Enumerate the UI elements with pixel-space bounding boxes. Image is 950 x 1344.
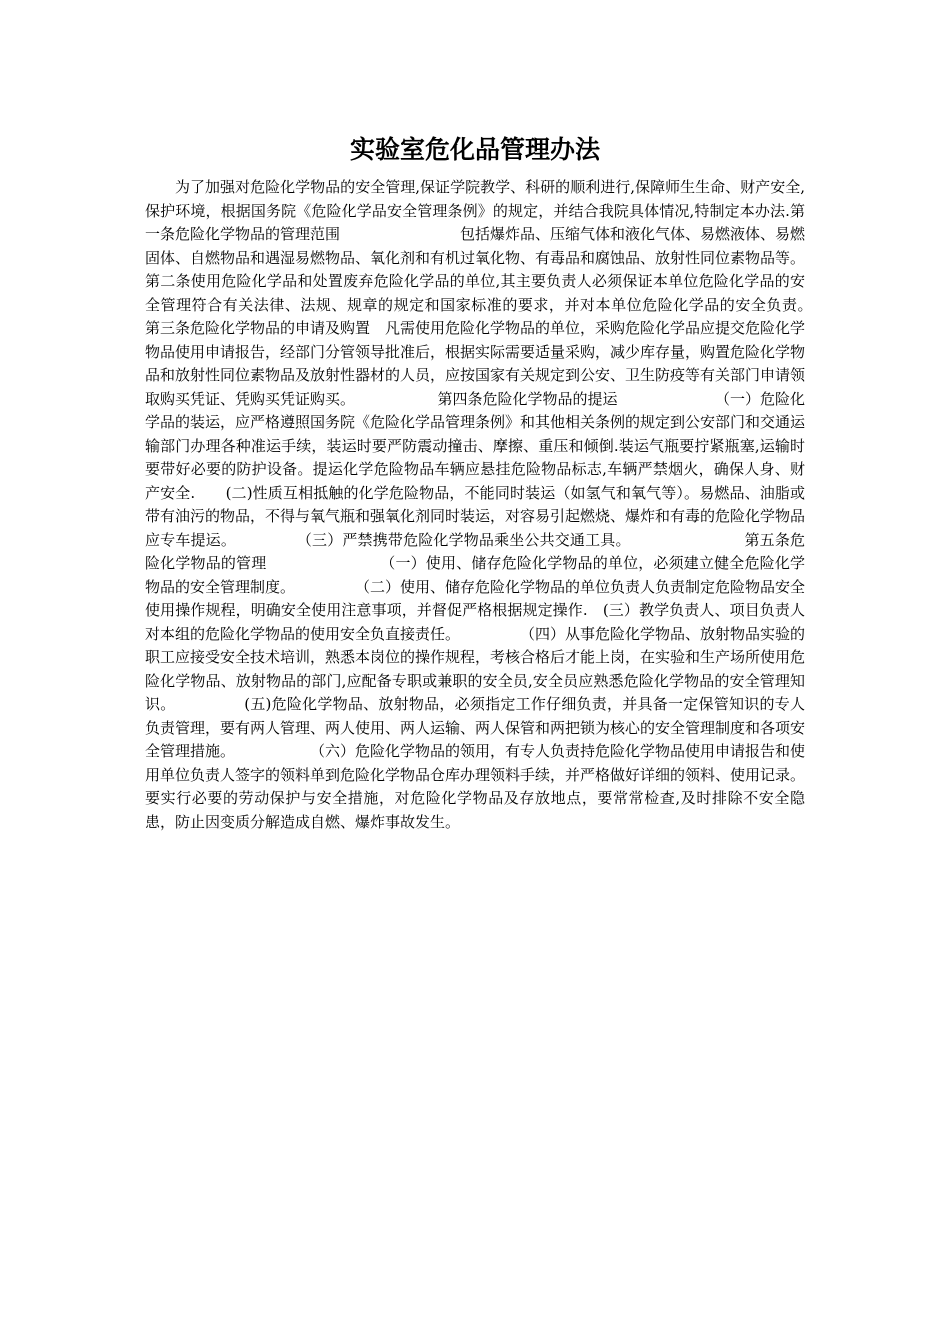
document-title: 实验室危化品管理办法 [349, 135, 600, 164]
document-body-paragraph: 为了加强对危险化学物品的安全管理,保证学院教学、科研的顺利进行,保障师生生命、财产安全,保护环境，根据国务院《危险化学品安全管理条例》的规定，并结合我院具体情况,特制定本办法.第一条危险化学物品的管理范围 包括爆炸品、压缩气体和液化气体、易燃液体、易燃固体、自燃物品和遇湿易燃物品、氧化剂和有机过氧化物、有毒品和腐蚀品、放射性同位素物品等。第二条使用危险化学品和处置废弃危险化学品的单位,其主要负责人必须保证本单位危险化学品的安全管理符合有关法律、法规、规章的规定和国家标准的要求，并对本单位危险化学品的安全负责。 第三条危险化学物品的申请及购置 凡需使用危险化学物品的单位，采购危险化学品应提交危险化学物品使用申请报告，经部门分管领导批准后，根据实际需要适量采购，减少库存量，购置危险化学物品和放射性同位素物品及放射性器材的人员，应按国家有关规定到公安、卫生防疫等有关部门申请领取购买凭证、凭购买凭证购买。 第四条危险化学物品的提运 （一）危险化学品的装运，应严格遵照国务院《危险化学品管理条例》和其他相关条例的规定到公安部门和交通运输部门办理各种准运手续，装运时要严防震动撞击、摩擦、重压和倾倒.装运气瓶要拧紧瓶塞,运输时要带好必要的防护设备。提运化学危险物品车辆应悬挂危险物品标志,车辆严禁烟火，确保人身、财产安全. (二)性质互相抵触的化学危险物品，不能同时装运（如氢气和氧气等）。易燃品、油脂或带有油污的物品，不得与氧气瓶和强氧化剂同时装运，对容易引起燃烧、爆炸和有毒的危险化学物品应专车提运。 （三）严禁携带危险化学物品乘坐公共交通工具。 第五条危险化学物品的管理 （一）使用、储存危险化学物品的单位，必须建立健全危险化学物品的安全管理制度。 （二）使用、储存危险化学物品的单位负责人负责制定危险物品安全使用操作规程，明确安全使用注意事项，并督促严格根据规定操作. (三）教学负责人、项目负责人对本组的危险化学物品的使用安全负直接责任。 （四）从事危险化学物品、放射物品实验的职工应接受安全技术培训，熟悉本岗位的操作规程，考核合格后才能上岗，在实验和生产场所使用危险化学物品、放射物品的部门,应配备专职或兼职的安全员,安全员应熟悉危险化学物品的安全管理知识。 (五)危险化学物品、放射物品，必须指定工作仔细负责，并具备一定保管知识的专人负责管理，要有两人管理、两人使用、两人运输、两人保管和两把锁为核心的安全管理制度和各项安全管理措施。 （六）危险化学物品的领用，有专人负责持危险化学物品使用申请报告和使用单位负责人签字的领料单到危险化学物品仓库办理领料手续，并严格做好详细的领料、使用记录。要实行必要的劳动保护与安全措施，对危险化学物品及存放地点，要常常检查,及时排除不安全隐患，防止因变质分解造成自燃、爆炸事故发生。 [145, 178, 881, 831]
